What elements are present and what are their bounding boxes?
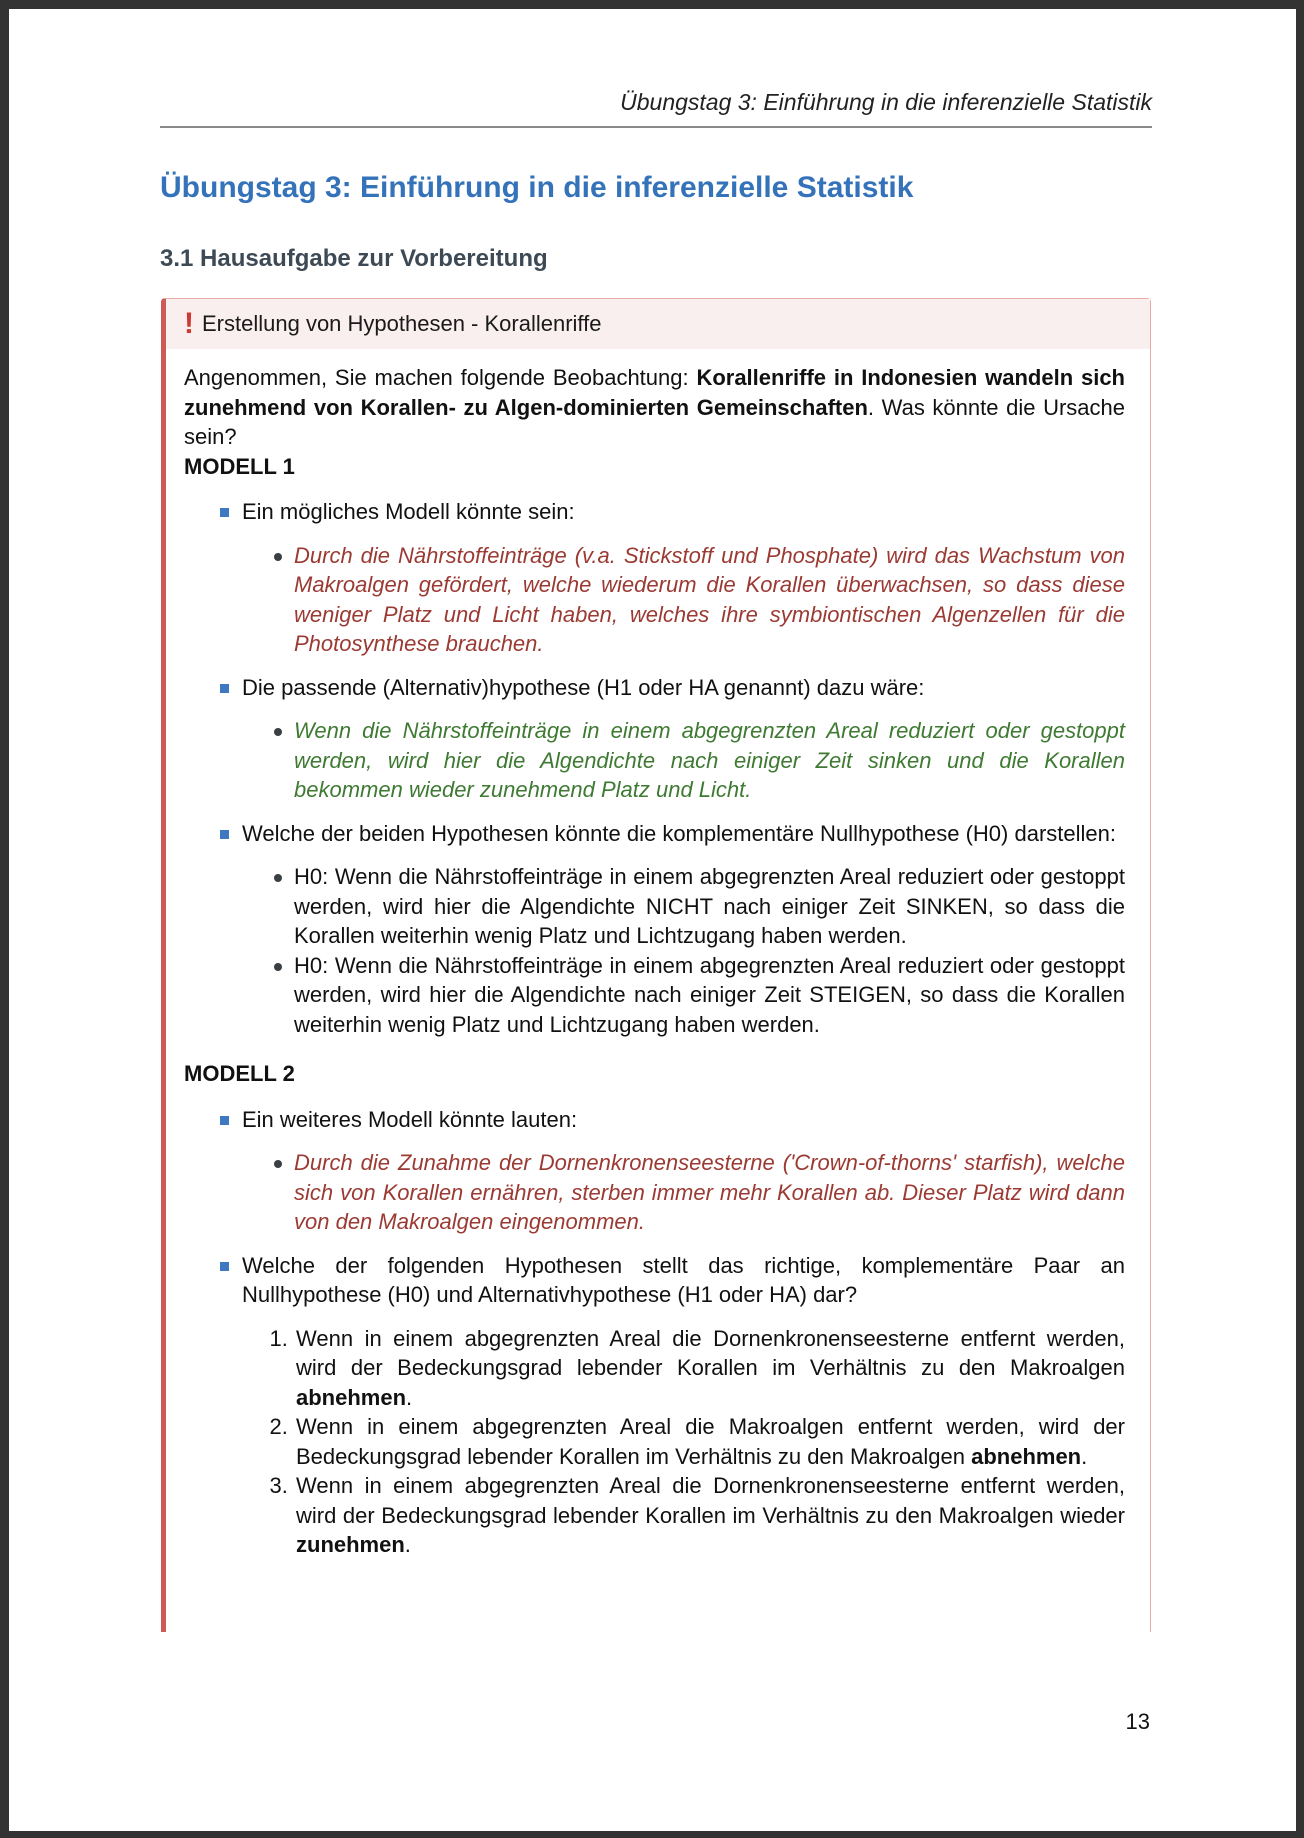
list-item	[242, 497, 1125, 659]
callout-title: Erstellung von Hypothesen - Korallenriffe	[202, 311, 602, 336]
list-item	[242, 673, 1125, 805]
document-page	[9, 9, 1296, 1831]
list-item-text: Welche der folgenden Hypothesen stellt das richtige, komplementäre Paar an Nullhypothese (H0) und Alternativhypothese (H1 oder HA) dar?	[242, 1252, 1125, 1307]
option-end: .	[1081, 1443, 1088, 1469]
null-hypothesis-option: H0: Wenn die Nährstoffeinträge in einem abgegrenzten Areal reduziert oder gestoppt werden, wird hier die Algendichte nach einiger Zeit STEIGEN, so dass die Korallen weiterhin wenig Platz und Lichtzugang haben werden.	[294, 951, 1125, 1040]
option-keyword: abnehmen	[971, 1443, 1082, 1469]
hypothesis-options	[242, 1324, 1125, 1560]
option-keyword: zunehmen	[296, 1532, 405, 1557]
model-statement: Durch die Nährstoffeinträge (v.a. Stickstoff und Phosphate) wird das Wachstum von Makroalgen gefördert, welche wiederum die Korallen überwachsen, so dass diese weniger Platz und Licht haben, welches ihre symbiontischen Algenzellen für die Photosynthese brauchen.	[294, 541, 1125, 659]
callout-body	[166, 349, 1150, 1560]
model-1-list	[184, 497, 1125, 1039]
model-statement: Durch die Zunahme der Dornenkronenseesterne ('Crown-of-thorns' starfish), welche sich von Korallen ernähren, sterben immer mehr Korallen ab. Dieser Platz wird dann von den Makroalgen eingenommen.	[294, 1148, 1125, 1237]
null-hypothesis-option: H0: Wenn die Nährstoffeinträge in einem abgegrenzten Areal reduziert oder gestoppt werden, wird hier die Algendichte NICHT nach einiger Zeit SINKEN, so dass die Korallen weiterhin wenig Platz und Lichtzugang haben werden.	[294, 862, 1125, 951]
option-keyword: abnehmen	[296, 1384, 407, 1410]
intro-observation: Korallenriffe in Indonesien wandeln sich zunehmend von Korallen- zu Algen-dominierten Gemeinschaften	[184, 365, 1125, 420]
hypothesis-option	[294, 1324, 1125, 1413]
chapter-title: Übungstag 3: Einführung in die inferenzielle Statistik	[160, 171, 914, 204]
section-title: 3.1 Hausaufgabe zur Vorbereitung	[160, 245, 548, 272]
option-end: .	[406, 1384, 413, 1410]
option-text: Wenn in einem abgegrenzten Areal die Dornenkronenseesterne entfernt werden, wird der Bedeckungsgrad lebender Korallen im Verhältnis zu den Makroalgen wieder	[296, 1473, 1125, 1528]
intro-prefix: Angenommen, Sie machen folgende Beobachtung:	[184, 365, 697, 390]
option-text: Wenn in einem abgegrenzten Areal die Dornenkronenseesterne entfernt werden, wird der Bedeckungsgrad lebender Korallen im Verhältnis zu den Makroalgen	[296, 1325, 1125, 1380]
hypothesis-option	[294, 1412, 1125, 1471]
alternative-hypothesis: Wenn die Nährstoffeinträge in einem abgegrenzten Areal reduziert oder gestoppt werden, wird hier die Algendichte nach einiger Zeit sinken und die Korallen bekommen wieder zunehmend Platz und Licht.	[294, 716, 1125, 805]
option-end: .	[404, 1532, 411, 1557]
list-item	[242, 1105, 1125, 1237]
callout-header	[166, 299, 1150, 349]
hypothesis-option	[294, 1471, 1125, 1560]
list-item-text: Die passende (Alternativ)hypothese (H1 oder HA genannt) dazu wäre:	[242, 674, 925, 700]
list-item-text: Welche der beiden Hypothesen könnte die komplementäre Nullhypothese (H0) darstellen:	[242, 820, 1116, 846]
intro-paragraph	[184, 363, 1125, 452]
model-2-label: MODELL 2	[184, 1061, 295, 1086]
list-item	[242, 1251, 1125, 1560]
exclamation-icon: !	[184, 307, 194, 340]
list-item	[242, 819, 1125, 1040]
option-text: Wenn in einem abgegrenzten Areal die Makroalgen entfernt werden, wird der Bedeckungsgrad lebender Korallen im Verhältnis zu den Makroalgen	[296, 1414, 1125, 1469]
callout-box	[161, 298, 1151, 1632]
page-number: 13	[1125, 1709, 1150, 1734]
running-header: Übungstag 3: Einführung in die inferenzielle Statistik	[160, 89, 1152, 128]
intro-suffix: . Was könnte die Ursache sein?	[184, 394, 1126, 449]
list-item-text: Ein weiteres Modell könnte lauten:	[242, 1106, 578, 1132]
model-2-list	[184, 1105, 1125, 1560]
model-1-label: MODELL 1	[184, 453, 295, 479]
list-item-text: Ein mögliches Modell könnte sein:	[242, 499, 575, 524]
